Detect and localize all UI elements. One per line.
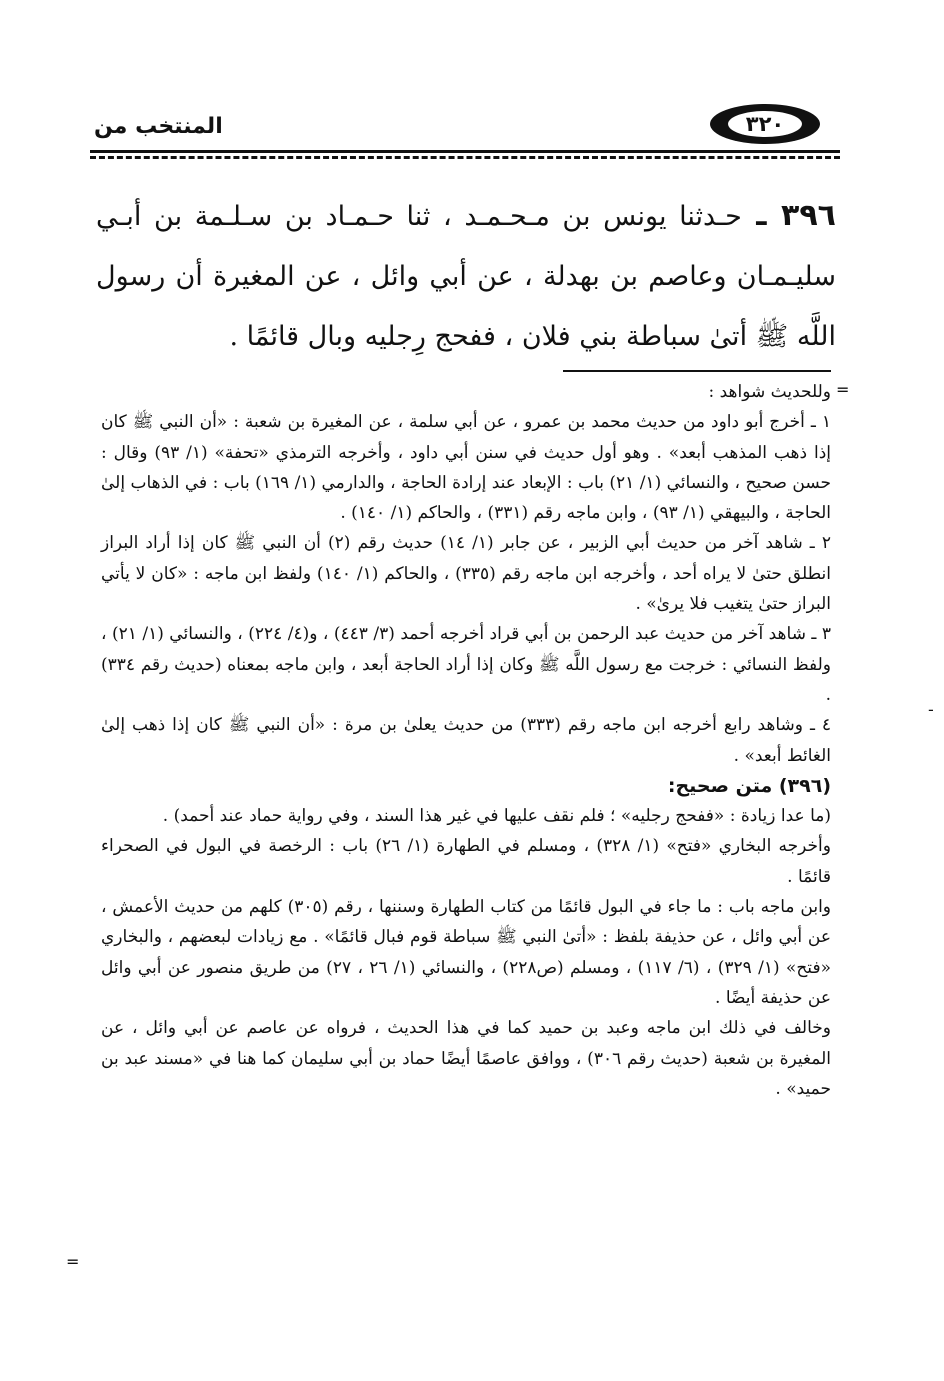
takhrij-paragraph: وخالف في ذلك ابن ماجه وعبد بن حميد كما في هذا الحديث ، فرواه عن عاصم عن أبي وائل ، عن المغيرة بن شعبة (حديث رقم ٣٠٦) ، ووافق عاصمًا أيضًا حماد بن أبي سليمان كما هنا في «مسند عبد بن حميد» . xyxy=(101,1018,831,1099)
hadith-number-separator: ـ xyxy=(741,198,782,233)
margin-mark: - xyxy=(928,700,934,719)
page-header xyxy=(80,100,840,156)
header-dashed-rule xyxy=(90,156,840,159)
margin-mark: = xyxy=(66,1252,80,1271)
hadith-number: ٣٩٦ xyxy=(781,198,836,233)
footnote-item: ١ ـ أخرج أبو داود من حديث محمد بن عمرو ، عن أبي سلمة ، عن المغيرة بن شعبة : «أن النبي ﷺ كان إذا ذهب المذهب أبعد» . وهو أول حديث في سنن أبي داود ، وأخرجه الترمذي «تحفة» (١/ ٩٣) وقال : حسن صحيح ، والنسائي (١/ ٢١) باب : الإبعاد عند إرادة الحاجة ، والدارمي (١/ ١٦٩) باب : في الذهاب إلىٰ الحاجة ، والبيهقي (١/ ٩٣) ، وابن ماجه رقم (٣٣١) ، والحاكم (١/ ١٤٠) . xyxy=(101,412,831,524)
footnote-separator xyxy=(563,370,831,372)
footnote-item: ٣ ـ شاهد آخر من حديث عبد الرحمن بن أبي قراد أخرجه أحمد (٣/ ٤٤٣) ، و(٤/ ٢٢٤) ، والنسائي (١/ ٢١) ، ولفظ النسائي : خرجت مع رسول اللَّه ﷺ وكان إذا أراد الحاجة أبعد ، وابن ماجه بمعناه (حديث رقم ٣٣٤) . xyxy=(101,624,831,705)
takhrij-paragraph: وابن ماجه باب : ما جاء في البول قائمًا من كتاب الطهارة وسننها ، رقم (٣٠٥) كلهم من حديث الأعمش ، عن أبي وائل ، عن حذيفة بلفظ : «أتىٰ النبي ﷺ سباطة قوم فبال قائمًا» . مع زيادات لبعضهم ، والبخاري «فتح» (١/ ٣٢٩) ، (٦/ ١١٧) ، ومسلم (ص٢٢٨) ، والنسائي (١/ ٢٦ ، ٢٧) من طريق منصور عن أبي وائل عن حذيفة أيضًا . xyxy=(101,897,831,1008)
hadith-main-text xyxy=(96,186,836,367)
takhrij-paragraph: (ما عدا زيادة : «ففحج رجليه» ؛ فلم نقف عليها في غير هذا السند ، وفي رواية حماد عند أحمد) . xyxy=(162,806,831,827)
footnote-intro: وللحديث شواهد : xyxy=(708,382,831,402)
margin-mark: = xyxy=(836,380,850,399)
footnote-item: ٤ ـ وشاهد رابع أخرجه ابن ماجه رقم (٣٣٣) من حديث يعلىٰ بن مرة : «أن النبي ﷺ كان إذا ذهب إلىٰ الغائط أبعد» . xyxy=(101,715,832,766)
running-title: المنتخب من xyxy=(94,114,223,139)
page-number: ٣٢٠ xyxy=(728,111,802,137)
takhrij-heading: (٣٩٦) متن صحيح: xyxy=(667,774,831,797)
page-number-badge xyxy=(710,104,820,144)
takhrij-paragraph: وأخرجه البخاري «فتح» (١/ ٣٢٨) ، ومسلم في الطهارة (١/ ٢٦) باب : الرخصة في البول في الصحراء قائمًا . xyxy=(101,836,831,887)
header-rule xyxy=(90,150,840,153)
footnotes xyxy=(101,377,831,1104)
hadith-body: حـدثنا يونس بن مـحـمـد ، ثنا حـمـاد بن سـلـمة بن أبـي سليـمـان وعاصم بن بهدلة ، عن أبي وائل ، عن المغيرة أن رسول اللَّه ﷺ أتىٰ سباطة بني فلان ، ففحج رِجليه وبال قائمًا . xyxy=(96,201,836,352)
footnote-item: ٢ ـ شاهد آخر من حديث أبي الزبير ، عن جابر (١/ ١٤) حديث رقم (٢) أن النبي ﷺ كان إذا أراد البراز انطلق حتىٰ لا يراه أحد ، وأخرجه ابن ماجه رقم (٣٣٥) ، والحاكم (١/ ١٤٠) ولفظ ابن ماجه : «كان لا يأتي البراز حتىٰ يتغيب فلا يرىٰ» . xyxy=(101,533,831,615)
